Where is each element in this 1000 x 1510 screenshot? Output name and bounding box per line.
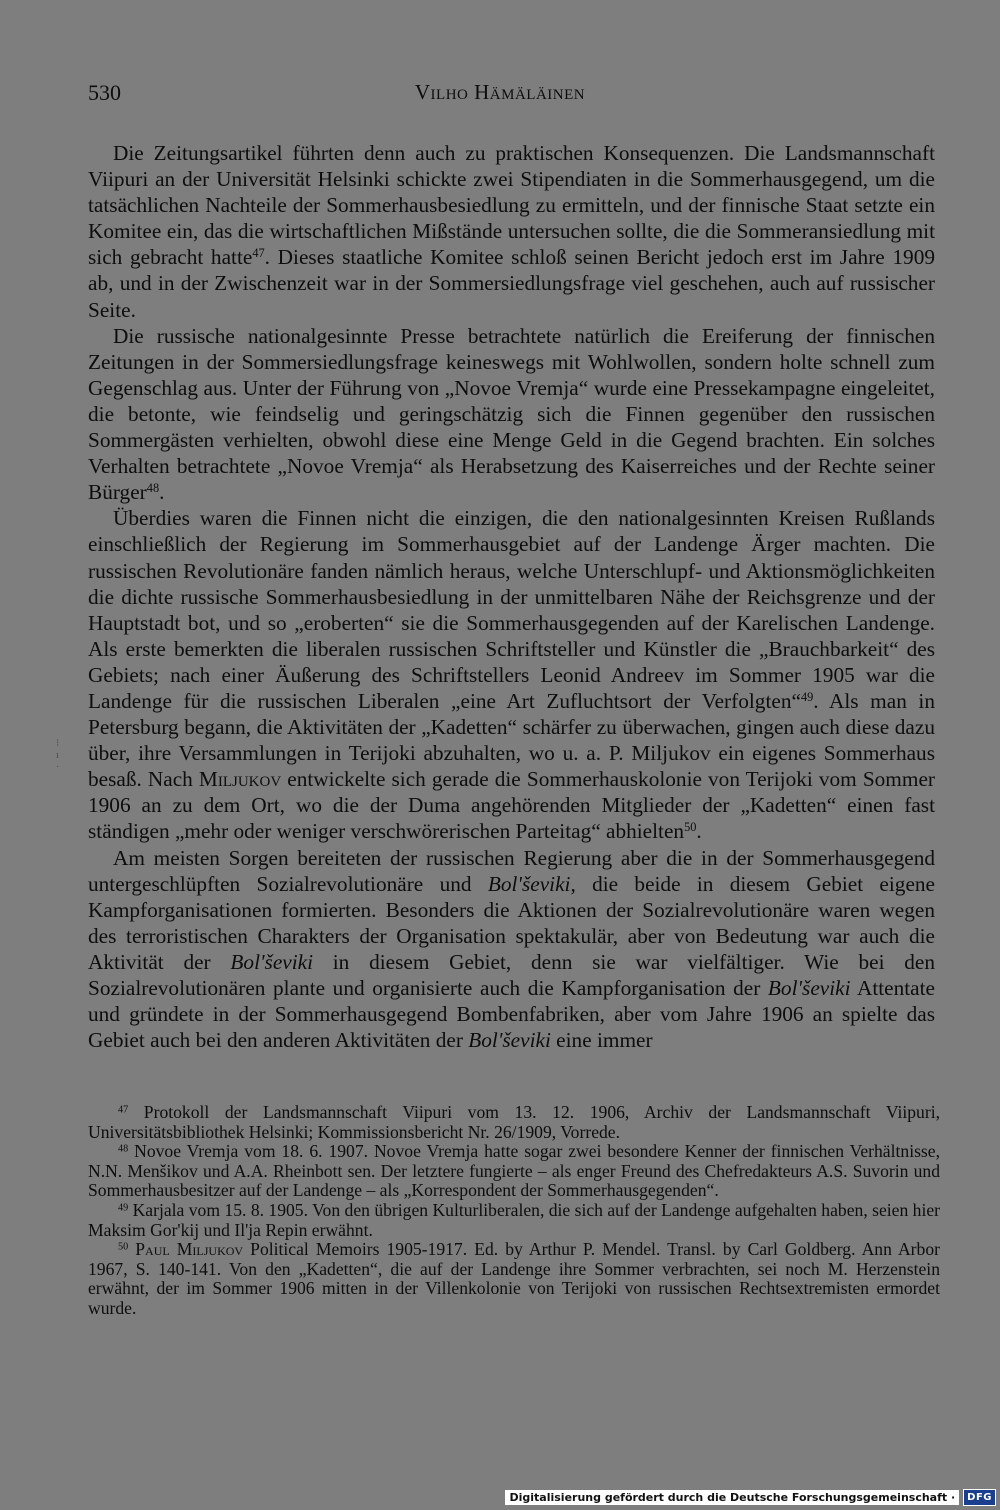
dfg-logo[interactable]: DFG xyxy=(963,1489,996,1506)
paragraph: Überdies waren die Finnen nicht die einzigen, die den nationalgesinnten Kreisen Rußlands einschließlich der Regierung im Sommerhausgebiet auf der Landenge Ärger machten. Die russischen Revolutionäre fanden nämlich heraus, welche Unterschlupf- und Aktionsmöglichkeiten die dichte russische Sommerhausbesiedlung in der unmittelbaren Nähe der Reichsgrenze und der Hauptstadt bot, und so „eroberten“ sie die Sommerhausgegenden auf der Karelischen Landenge. Als erste bemerkten die liberalen russischen Schriftsteller und Künstler die „Brauchbarkeit“ des Gebiets; nach einer Äußerung des Schriftstellers Leonid Andreev im Sommer 1905 war die Landenge für die russischen Liberalen „eine Art Zufluchtsort der Verfolgten“$^{49}$. Als man in Petersburg begann, die Aktivitäten der „Kadetten“ schärfer zu überwachen, gingen auch diese dazu über, ihre Versammlungen in Terijoki abzuhalten, wo u. a. P. Miljukov ein eigenes Sommerhaus besaß. Nach Miljukov entwickelte sich gerade die Sommerhauskolonie von Terijoki vom Sommer 1906 an zu dem Ort, wo die der Duma angehörenden Mitglieder der „Kadetten“ einen fast ständigen „mehr oder weniger verschwörerischen Parteitag“ abhielten$^{50}$. xyxy=(88,506,935,844)
footnotes xyxy=(88,1103,940,1319)
footnote-number: 47 xyxy=(118,1104,129,1116)
footnote: $^{50}$ Paul Miljukov Political Memoirs 1905-1917. Ed. by Arthur P. Mendel. Transl. by Carl Goldberg. Ann Arbor 1967, S. 140-141. Von den „Kadetten“, die auf der Landenge ihre Sommer verbrachten, sei noch M. Herzenstein erwähnt, der im Sommer 1906 mitten in der Villenkolonie von Terijoki von russischen Rechtsextremisten ermordet wurde. xyxy=(88,1239,940,1318)
footnote: $^{49}$ Karjala vom 15. 8. 1905. Von den übrigen Kulturliberalen, die sich auf der Landenge aufgehalten haben, seien hier Maksim Gor'kij und Il'ja Repin erwähnt. xyxy=(88,1199,941,1240)
author-name: Miljukov xyxy=(198,767,282,792)
footnote-ref[interactable]: 49 xyxy=(800,690,814,705)
footnote-ref[interactable]: 50 xyxy=(684,820,697,835)
paragraph: Die russische nationalgesinnte Presse betrachtete natürlich die Ereiferung der finnischen Zeitungen in der Sommersiedlungsfrage keineswegs mit Wohlwollen, sondern holte schnell zum Gegenschlag aus. Unter der Führung von „Novoe Vremja“ wurde eine Pressekampagne eingeleitet, die betonte, wie feindselig und geringschätzig sich die Finnen gegenüber den russischen Sommergästen verhielten, obwohl diese eine Menge Geld in die Gegend brachten. Ein solches Verhalten betrachtete „Novoe Vremja“ als Herabsetzung des Kaiserreiches und der Rechte seiner Bürger$^{48}$. xyxy=(88,323,935,505)
footnote-number: 50 xyxy=(118,1241,129,1253)
footnote: $^{47}$ Protokoll der Landsmannschaft Viipuri vom 13. 12. 1906, Archiv der Landsmannschaft Viipuri, Universitätsbibliothek Helsinki; Kommissionsbericht Nr. 26/1909, Vorrede. xyxy=(88,1102,940,1142)
footnote: $^{48}$ Novoe Vremja vom 18. 6. 1907. Novoe Vremja hatte sogar zwei besondere Kenner der finnischen Verhältnisse, N.N. Menšikov und A.A. Rheinbott sen. Der letztere fungierte – als enger Freund des Chefredakteurs A.S. Suvorin und Sommerhausbesitzer auf der Landenge – als „Korrespondent der Sommerhausgegenden“. xyxy=(88,1141,940,1201)
digitization-footer xyxy=(505,1488,996,1506)
footnote-ref[interactable]: 48 xyxy=(146,481,160,496)
footnote-number: 48 xyxy=(118,1143,129,1155)
paragraph: Am meisten Sorgen bereiteten der russischen Regierung aber die in der Sommerhausgegend untergeschlüpften Sozialrevolutionäre und Bol'ševiki, die beide in diesem Gebiet eigene Kampforganisationen formierten. Besonders die Aktionen der Sozialrevolutionäre waren wegen des terroristischen Charakters der Organisation spektakulär, aber von Bedeutung war auch die Aktivität der Bol'ševiki in diesem Gebiet, denn sie war vielfältiger. Wie bei den Sozialrevolutionären plante und organisierte auch die Kampforganisation der Bol'ševiki Attentate und gründete in der Sommerhausgegend Bombenfabriken, aber vom Jahre 1906 an spielte das Gebiet auch bei den anderen Aktivitäten der Bol'ševiki eine immer xyxy=(88,845,936,1053)
footnote-ref[interactable]: 47 xyxy=(252,246,265,261)
digitization-note[interactable]: Digitalisierung gefördert durch die Deutsche Forschungsgemeinschaft · xyxy=(505,1490,959,1505)
body-text xyxy=(88,140,935,1053)
paragraph: Die Zeitungsartikel führten denn auch zu praktischen Konsequenzen. Die Landsmannschaft Viipuri an der Universität Helsinki schickte zwei Stipendiaten in die Sommerhausgegend, um die tatsächlichen Nachteile der Sommerhausbesiedlung zu ermitteln, und der finnische Staat setzte ein Komitee ein, das die wirtschaftlichen Mißstände untersuchen sollte, die die Sommeransiedlung mit sich gebracht hatte$^{47}$. Dieses staatliche Komitee schloß seinen Bericht jedoch erst im Jahre 1909 ab, und in der Zwischenzeit war in der Sommersiedlungsfrage viel geschehen, auch auf russischer Seite. xyxy=(88,141,935,322)
running-head: Vilho Hämäläinen xyxy=(414,80,586,104)
page-number: 530 xyxy=(88,80,121,105)
footnote-number: 49 xyxy=(118,1202,129,1214)
margin-mark: ⁝ ı · xyxy=(56,738,60,773)
